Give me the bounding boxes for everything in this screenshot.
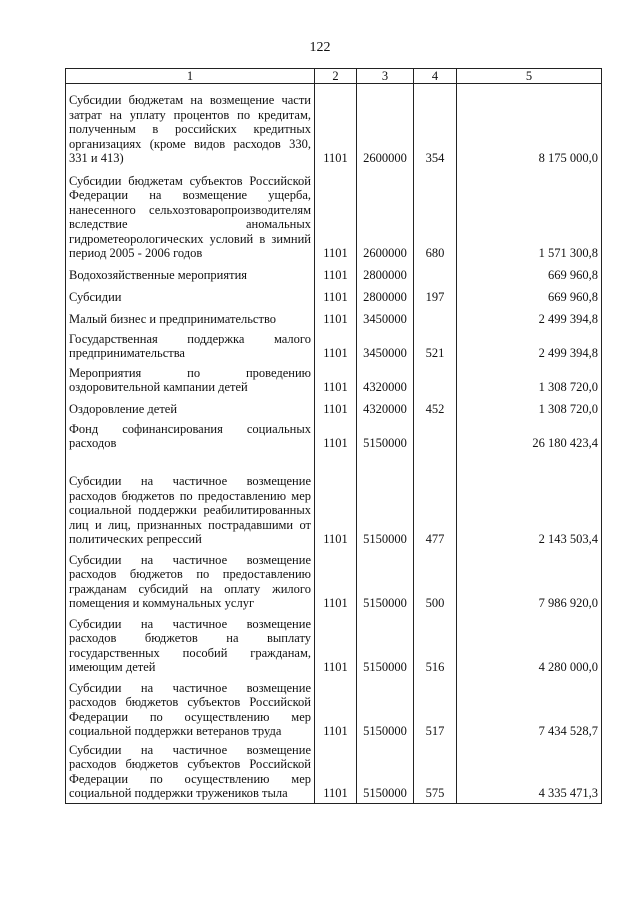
- row-target-cell: 2600000: [357, 84, 414, 168]
- row-type-cell: 575: [414, 741, 457, 804]
- row-name-cell: Субсидии на частичное возмещение расходов бюджетов на выплату государственных пособий гражданам, имеющим детей: [66, 613, 315, 677]
- table-row: [66, 329, 602, 363]
- row-section-cell: 1101: [315, 453, 357, 549]
- row-type-cell: 477: [414, 453, 457, 549]
- row-section-cell: 1101: [315, 549, 357, 613]
- row-target-cell: 5150000: [357, 677, 414, 741]
- row-target-cell: 3450000: [357, 307, 414, 329]
- row-amount-cell: 4 280 000,0: [457, 613, 602, 677]
- row-type-cell: 452: [414, 397, 457, 419]
- row-name-cell: Субсидии бюджетам на возмещение части затрат на уплату процентов по кредитам, полученным в российских кредитных организациях (кроме видов расходов 330, 331 и 413): [66, 84, 315, 168]
- table-row: [66, 363, 602, 397]
- column-header-2: 2: [315, 69, 357, 84]
- row-section-cell: 1101: [315, 419, 357, 453]
- row-target-cell: 4320000: [357, 397, 414, 419]
- row-target-cell: 5150000: [357, 741, 414, 804]
- row-name-cell: Малый бизнес и предпринимательство: [66, 307, 315, 329]
- row-type-cell: 521: [414, 329, 457, 363]
- row-type-cell: [414, 263, 457, 285]
- row-amount-cell: 2 499 394,8: [457, 329, 602, 363]
- header-row: [66, 69, 602, 84]
- table-row: [66, 397, 602, 419]
- row-target-cell: 2800000: [357, 285, 414, 307]
- row-type-cell: [414, 419, 457, 453]
- row-amount-cell: 1 571 300,8: [457, 168, 602, 263]
- column-header-4: 4: [414, 69, 457, 84]
- row-section-cell: 1101: [315, 677, 357, 741]
- row-amount-cell: 7 434 528,7: [457, 677, 602, 741]
- row-name-cell: Субсидии на частичное возмещение расходов бюджетов по предоставлению гражданам субсидий на оплату жилого помещения и коммунальных услуг: [66, 549, 315, 613]
- row-amount-cell: 1 308 720,0: [457, 397, 602, 419]
- row-amount-cell: 8 175 000,0: [457, 84, 602, 168]
- row-name-cell: Оздоровление детей: [66, 397, 315, 419]
- budget-table: [65, 68, 602, 804]
- table-row: [66, 307, 602, 329]
- row-target-cell: 5150000: [357, 419, 414, 453]
- row-amount-cell: 2 499 394,8: [457, 307, 602, 329]
- row-type-cell: 517: [414, 677, 457, 741]
- row-type-cell: 354: [414, 84, 457, 168]
- row-section-cell: 1101: [315, 741, 357, 804]
- table-row: [66, 263, 602, 285]
- row-section-cell: 1101: [315, 168, 357, 263]
- table-row: [66, 677, 602, 741]
- row-amount-cell: 669 960,8: [457, 285, 602, 307]
- row-section-cell: 1101: [315, 84, 357, 168]
- row-section-cell: 1101: [315, 307, 357, 329]
- row-name-cell: Фонд софинансирования социальных расходов: [66, 419, 315, 453]
- column-header-5: 5: [457, 69, 602, 84]
- column-header-3: 3: [357, 69, 414, 84]
- row-type-cell: 680: [414, 168, 457, 263]
- row-amount-cell: 2 143 503,4: [457, 453, 602, 549]
- table-row: [66, 613, 602, 677]
- row-name-cell: Субсидии бюджетам субъектов Российской Федерации на возмещение ущерба, нанесенного сельхозтоваропроизводителям вследствие аномальных гидрометеорологических условий в зимний период 2005 - 2006 годов: [66, 168, 315, 263]
- row-section-cell: 1101: [315, 613, 357, 677]
- column-header-1: 1: [66, 69, 315, 84]
- row-name-cell: Водохозяйственные мероприятия: [66, 263, 315, 285]
- row-amount-cell: 669 960,8: [457, 263, 602, 285]
- row-section-cell: 1101: [315, 363, 357, 397]
- row-name-cell: Мероприятия по проведению оздоровительной кампании детей: [66, 363, 315, 397]
- row-target-cell: 2800000: [357, 263, 414, 285]
- row-section-cell: 1101: [315, 397, 357, 419]
- row-name-cell: Субсидии на частичное возмещение расходов бюджетов по предоставлению мер социальной поддержки реабилитированных лиц и лиц, признанных пострадавшими от политических репрессий: [66, 453, 315, 549]
- row-amount-cell: 4 335 471,3: [457, 741, 602, 804]
- table-row: [66, 168, 602, 263]
- table-row: [66, 549, 602, 613]
- row-section-cell: 1101: [315, 329, 357, 363]
- row-type-cell: [414, 363, 457, 397]
- table-row: [66, 419, 602, 453]
- row-name-cell: Субсидии на частичное возмещение расходов бюджетов субъектов Российской Федерации по осуществлению мер социальной поддержки тружеников тыла: [66, 741, 315, 804]
- row-name-cell: Субсидии на частичное возмещение расходов бюджетов субъектов Российской Федерации по осуществлению мер социальной поддержки ветеранов труда: [66, 677, 315, 741]
- page-number: 122: [309, 40, 331, 55]
- row-target-cell: 4320000: [357, 363, 414, 397]
- table-row: [66, 741, 602, 804]
- row-section-cell: 1101: [315, 285, 357, 307]
- row-target-cell: 5150000: [357, 549, 414, 613]
- row-type-cell: 500: [414, 549, 457, 613]
- row-name-cell: Субсидии: [66, 285, 315, 307]
- row-target-cell: 2600000: [357, 168, 414, 263]
- row-amount-cell: 26 180 423,4: [457, 419, 602, 453]
- row-amount-cell: 1 308 720,0: [457, 363, 602, 397]
- row-type-cell: [414, 307, 457, 329]
- row-target-cell: 3450000: [357, 329, 414, 363]
- table-row: [66, 285, 602, 307]
- row-target-cell: 5150000: [357, 453, 414, 549]
- row-type-cell: 516: [414, 613, 457, 677]
- row-section-cell: 1101: [315, 263, 357, 285]
- table-row: [66, 84, 602, 168]
- row-name-cell: Государственная поддержка малого предпринимательства: [66, 329, 315, 363]
- table-row: [66, 453, 602, 549]
- row-amount-cell: 7 986 920,0: [457, 549, 602, 613]
- row-type-cell: 197: [414, 285, 457, 307]
- row-target-cell: 5150000: [357, 613, 414, 677]
